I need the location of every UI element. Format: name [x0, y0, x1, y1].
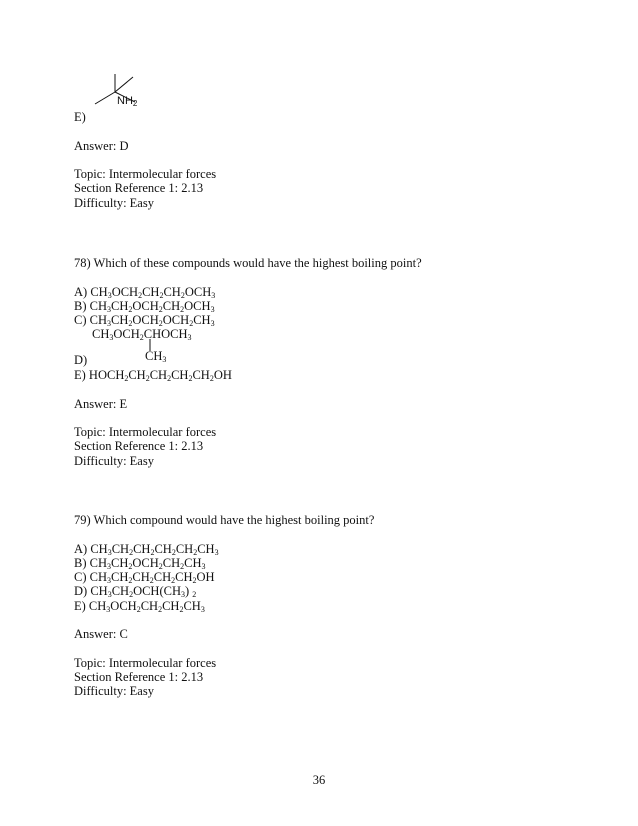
formula-subscript: 3	[211, 291, 216, 300]
formula-text: CH	[142, 285, 160, 299]
formula-subscript: 2	[192, 590, 197, 599]
formula-subscript: 3	[162, 355, 167, 364]
formula-subscript: 3	[109, 333, 114, 342]
formula-text: CH	[153, 570, 172, 584]
q79-option-d	[74, 584, 196, 598]
formula-subscript: 3	[107, 590, 112, 599]
formula-subscript: 2	[158, 305, 163, 314]
formula-subscript: 2	[167, 374, 172, 383]
formula-text: CH	[140, 599, 159, 613]
formula-text: A) CH	[74, 542, 108, 556]
q79-option-e	[74, 599, 205, 613]
formula-subscript: 3	[180, 590, 185, 599]
formula-text: CH	[154, 542, 172, 556]
q79-question: 79) Which compound would have the highest boiling point?	[74, 513, 375, 527]
formula-subscript: 2	[124, 374, 129, 383]
q78-difficulty: Difficulty: Easy	[74, 454, 154, 468]
formula-text: CH	[171, 368, 189, 382]
q78-question: 78) Which of these compounds would have the highest boiling point?	[74, 256, 422, 270]
formula-subscript: 2	[189, 319, 194, 328]
formula-subscript: 2	[158, 562, 163, 571]
formula-subscript: 2	[188, 374, 193, 383]
formula-text: OCH(CH	[133, 584, 181, 598]
q77-answer: Answer: D	[74, 139, 129, 153]
formula-text: CH	[192, 368, 210, 382]
formula-subscript: 3	[107, 319, 111, 328]
q78-answer: Answer: E	[74, 397, 128, 411]
formula-subscript: 2	[136, 605, 141, 614]
formula-text: OCH	[111, 285, 139, 299]
q78-section: Section Reference 1: 2.13	[74, 439, 204, 453]
formula-subscript: 3	[107, 562, 111, 571]
q79-option-c	[74, 570, 215, 584]
q78-option-d-branch	[145, 349, 166, 363]
formula-text: CH	[128, 368, 146, 382]
formula-text: CH	[92, 327, 110, 341]
formula-subscript: 2	[128, 562, 133, 571]
q78-option-d-label: D)	[74, 353, 88, 367]
formula-subscript: 2	[159, 291, 164, 300]
formula-text: C) CH	[74, 313, 107, 327]
formula-text: CH	[145, 349, 163, 363]
q77-difficulty: Difficulty: Easy	[74, 196, 154, 210]
formula-subscript: 2	[180, 305, 185, 314]
formula-text: A) CH	[74, 285, 108, 299]
formula-subscript: 2	[192, 576, 197, 585]
formula-subscript: 3	[107, 576, 111, 585]
formula-text: CH	[162, 556, 181, 570]
formula-text: CHOCH	[143, 327, 188, 341]
formula-subscript: 2	[145, 374, 150, 383]
formula-text: CH	[197, 542, 215, 556]
formula-subscript: 3	[210, 319, 215, 328]
formula-text: CH	[111, 299, 129, 313]
formula-subscript: 3	[210, 305, 215, 314]
formula-text: OCH	[132, 313, 159, 327]
formula-text: CH	[163, 285, 181, 299]
formula-text: OH	[213, 368, 232, 382]
formula-text: CH	[111, 542, 130, 556]
formula-text: OCH	[113, 327, 140, 341]
formula-subscript: 3	[107, 305, 111, 314]
q78-topic: Topic: Intermolecular forces	[74, 425, 217, 439]
formula-subscript: 2	[129, 548, 134, 557]
formula-subscript: 2	[171, 576, 176, 585]
formula-subscript: 3	[106, 605, 111, 614]
q77-topic: Topic: Intermolecular forces	[74, 167, 217, 181]
formula-subscript: 2	[128, 305, 133, 314]
q77-option-e-label: E)	[74, 110, 86, 124]
formula-subscript: 2	[128, 319, 133, 328]
formula-text: CH	[111, 570, 129, 584]
q79-option-a	[74, 542, 219, 556]
formula-subscript: 2	[209, 374, 214, 383]
q78-option-c	[74, 313, 215, 327]
formula-text: CH	[133, 542, 151, 556]
formula-subscript: 2	[193, 548, 198, 557]
formula-text: OCH	[110, 599, 137, 613]
q79-difficulty: Difficulty: Easy	[74, 684, 154, 698]
formula-subscript: 2	[158, 319, 163, 328]
formula-text: B) CH	[74, 556, 107, 570]
formula-subscript: 3	[107, 548, 112, 557]
formula-text: OCH	[132, 556, 159, 570]
nh2-label: $NH_2$	[117, 95, 138, 108]
formula-text: CH	[184, 556, 202, 570]
formula-text: )	[184, 584, 193, 598]
formula-subscript: 3	[200, 605, 205, 614]
formula-text: OCH	[132, 299, 159, 313]
formula-text: OCH	[184, 299, 211, 313]
formula-subscript: 2	[180, 562, 185, 571]
formula-text: CH	[111, 584, 130, 598]
formula-text: CH	[193, 313, 211, 327]
formula-text: OCH	[162, 313, 190, 327]
q79-answer: Answer: C	[74, 627, 128, 641]
formula-subscript: 3	[187, 333, 192, 342]
formula-text: CH	[132, 570, 150, 584]
q79-topic: Topic: Intermolecular forces	[74, 656, 217, 670]
formula-subscript: 2	[150, 548, 155, 557]
formula-text: CH	[183, 599, 201, 613]
q78-option-b	[74, 299, 215, 313]
formula-subscript: 2	[149, 576, 154, 585]
formula-subscript: 2	[139, 333, 144, 342]
formula-text: CH	[175, 542, 194, 556]
formula-text: CH	[111, 313, 129, 327]
q79-option-b	[74, 556, 206, 570]
formula-subscript: 2	[138, 291, 143, 300]
formula-subscript: 2	[171, 548, 176, 557]
formula-text: OCH	[184, 285, 212, 299]
q78-option-e	[74, 368, 232, 382]
formula-text: CH	[149, 368, 168, 382]
formula-text: CH	[162, 299, 181, 313]
formula-subscript: 2	[179, 605, 184, 614]
formula-subscript: 2	[158, 605, 163, 614]
formula-text: CH	[162, 599, 180, 613]
formula-text: CH	[111, 556, 129, 570]
q78-option-d-formula	[92, 327, 192, 341]
formula-text: OH	[196, 570, 215, 584]
formula-subscript: 3	[214, 548, 219, 557]
formula-text: D) CH	[74, 584, 108, 598]
formula-text: C) CH	[74, 570, 107, 584]
formula-subscript: 2	[128, 576, 133, 585]
formula-subscript: 3	[201, 562, 206, 571]
page-number: 36	[312, 773, 326, 787]
formula-subscript: 2	[180, 291, 185, 300]
formula-text: B) CH	[74, 299, 107, 313]
formula-subscript: 2	[129, 590, 134, 599]
q77-section: Section Reference 1: 2.13	[74, 181, 204, 195]
q78-option-a	[74, 285, 215, 299]
formula-text: E) HOCH	[74, 368, 125, 382]
formula-subscript: 3	[107, 291, 112, 300]
formula-text: CH	[175, 570, 193, 584]
formula-text: E) CH	[74, 599, 107, 613]
q79-section: Section Reference 1: 2.13	[74, 670, 204, 684]
